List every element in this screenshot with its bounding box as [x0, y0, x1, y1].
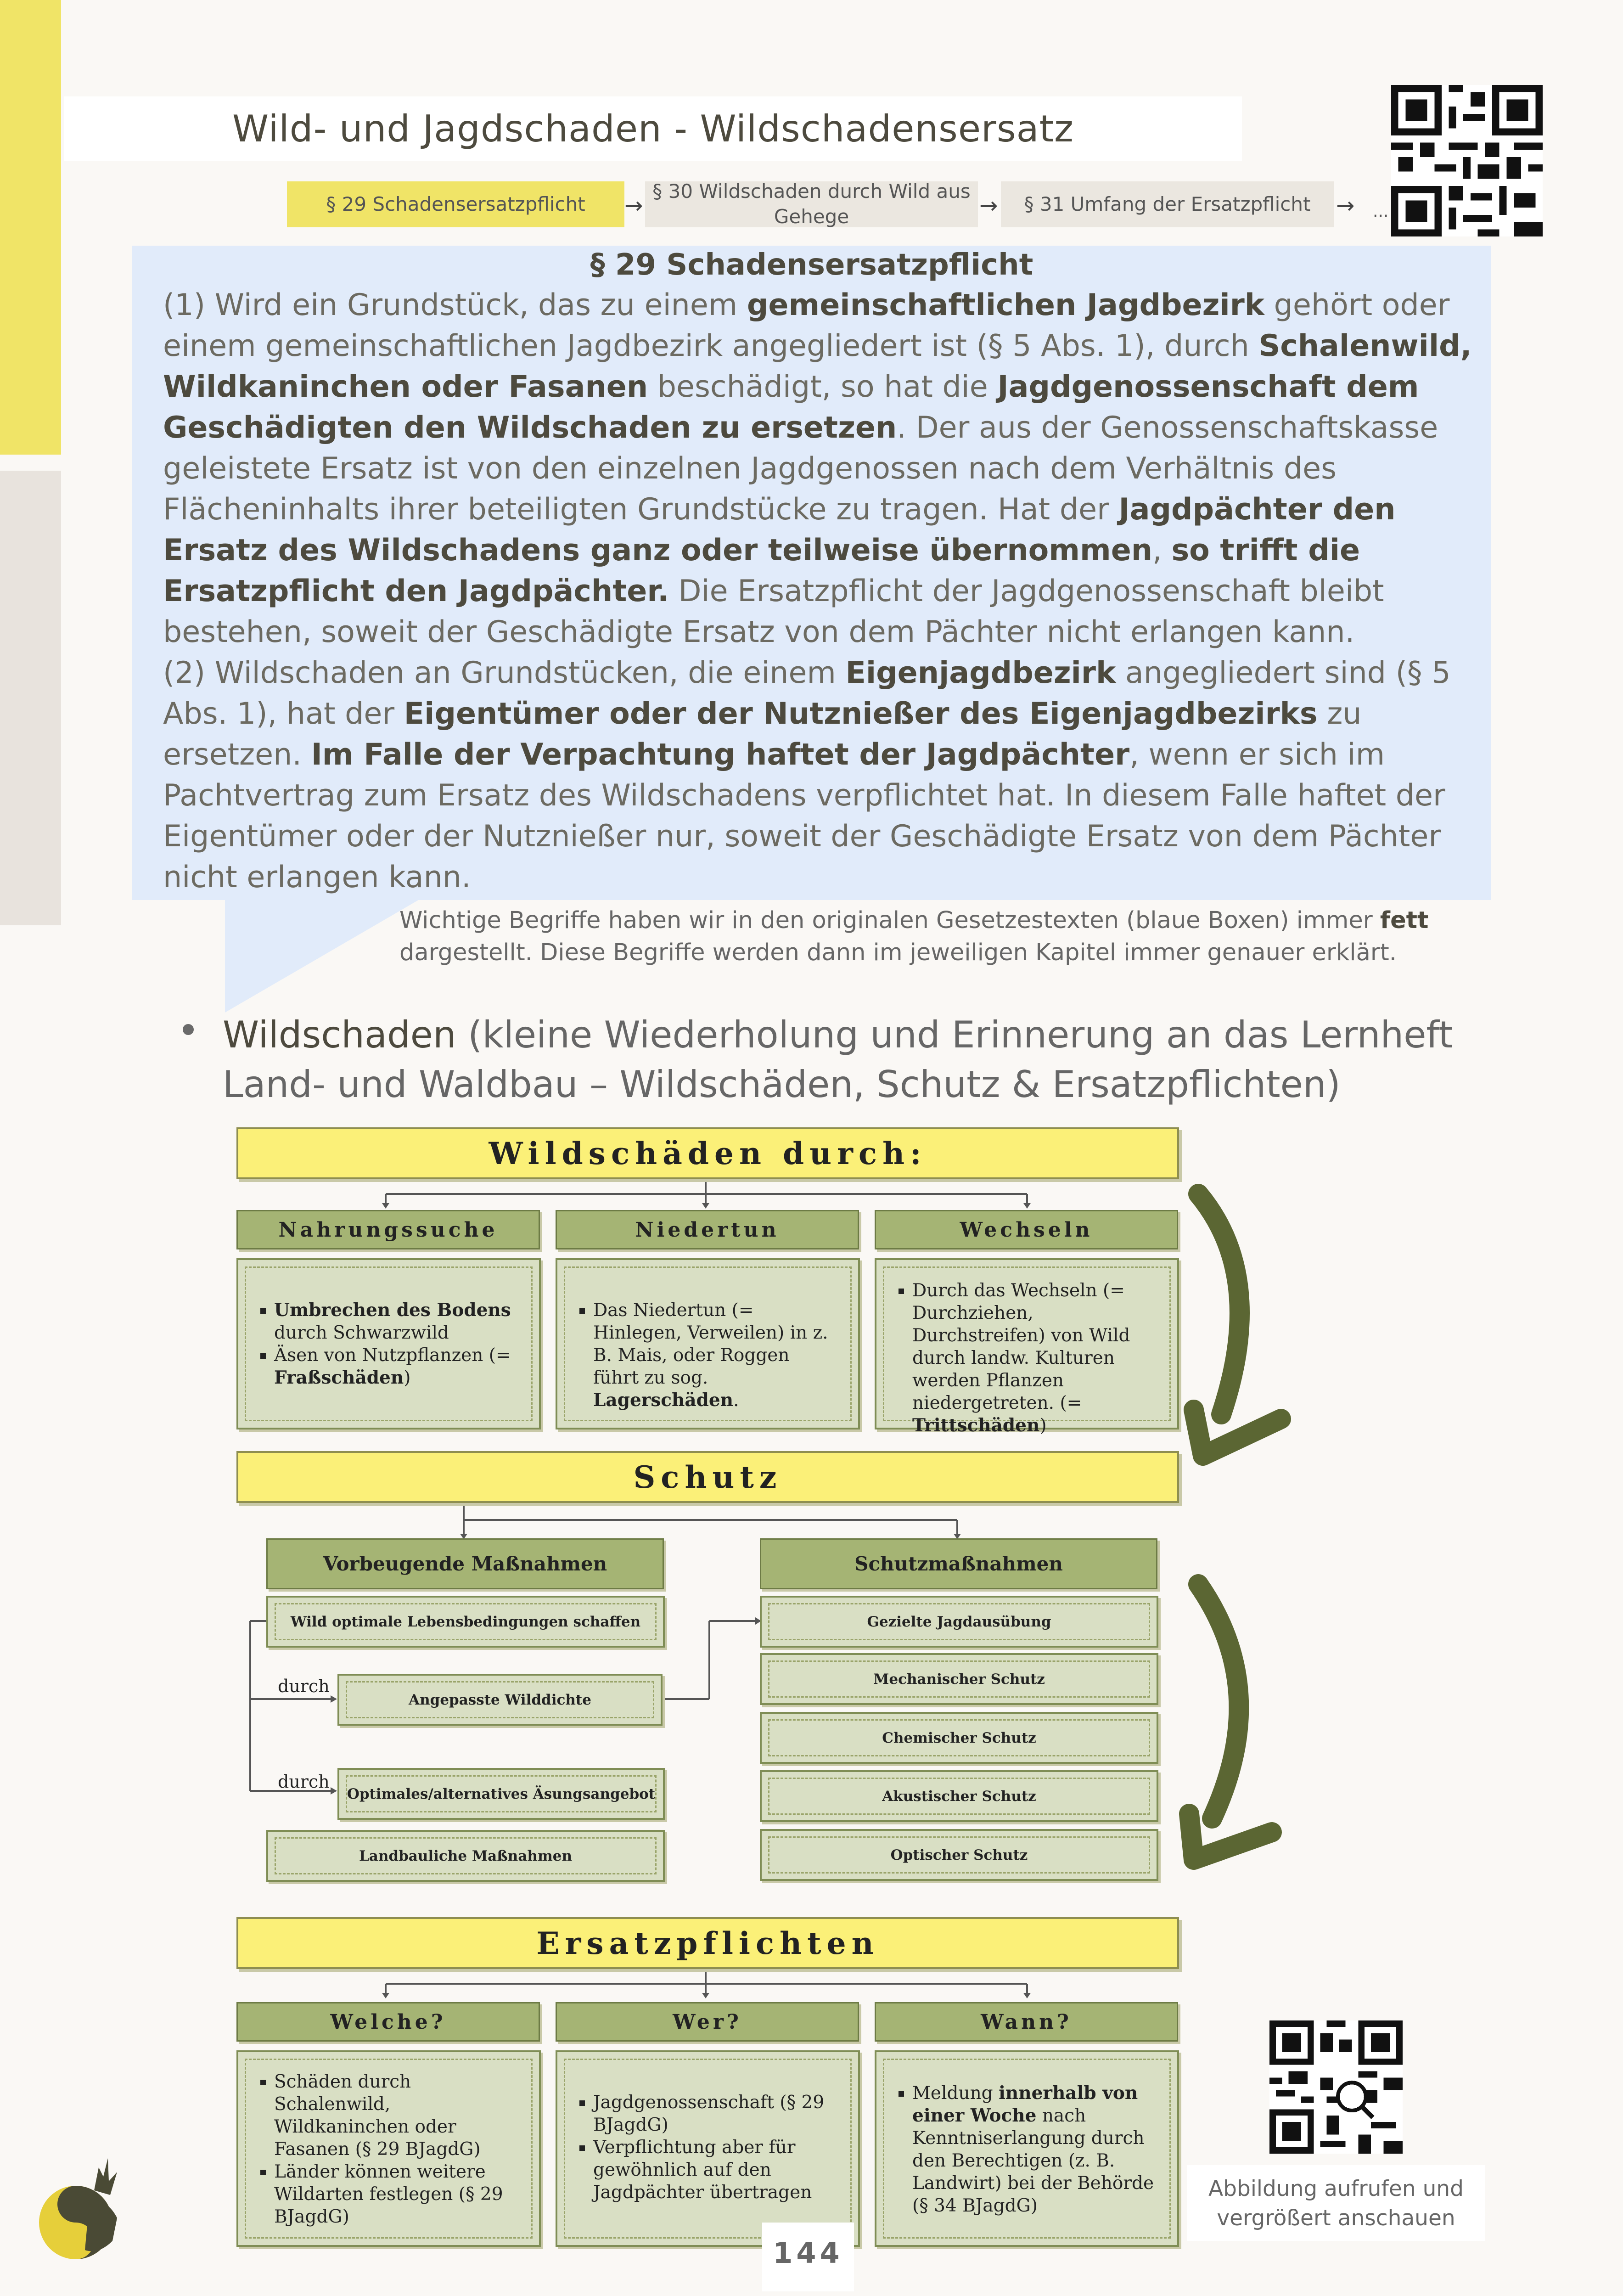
box-wann [875, 2050, 1179, 2247]
page-title: Wild- und Jagdschaden - Wildschadensersatz [232, 107, 1074, 150]
column-header-wann: Wann? [875, 2002, 1178, 2042]
item-label: Wild optimale Lebensbedingungen schaffen [290, 1613, 641, 1630]
bullet-main: Wildschaden [223, 1013, 456, 1056]
item-label: Angepasste Wilddichte [409, 1691, 591, 1708]
law-heading: § 29 Schadensersatzpflicht [590, 248, 1033, 282]
text-run: Verpflichtung aber für gewöhnlich auf den Jagdpächter übertragen [593, 2137, 812, 2203]
box-list [890, 1279, 1157, 1437]
item-label: Optimales/alternatives Äsungsangebot [347, 1785, 656, 1802]
item-akustischer-schutz [760, 1770, 1158, 1822]
bold-term: Schalenwild, Wildkaninchen oder Fasanen [163, 329, 1472, 404]
bold-term: so trifft die Ersatzpflicht den Jagdpächter. [163, 533, 1360, 608]
item-label: Landbauliche Maßnahmen [359, 1847, 573, 1864]
text-run: Meldung [912, 2083, 999, 2104]
side-bar-grey [0, 471, 61, 925]
text-run: durch Schwarzwild [274, 1322, 449, 1343]
nav-arrow-icon: → [1336, 193, 1355, 219]
list-item [274, 1299, 518, 1344]
qr-code-icon[interactable] [1269, 2020, 1403, 2154]
text-run: dargestellt. Diese Begriffe werden dann im jeweiligen Kapitel immer genauer erklärt. [399, 939, 1397, 966]
title-box [64, 96, 1242, 161]
nav-arrow-icon: → [624, 193, 643, 219]
box-list [571, 2091, 837, 2204]
text-run: , wenn er sich im Pachtvertrag zum Ersatz des Wildschadens verpflichtet hat. In diesem Falle haftet der Eigentümer oder der Nutznießer nur, soweit der Geschädigte Ersatz von dem Pächter nicht erlangen kann. [163, 737, 1445, 895]
bold-term: innerhalb von einer Woche [912, 2082, 1138, 2126]
nav-item-label: § 29 Schadensersatzpflicht [326, 192, 585, 215]
deer-logo-icon [30, 2149, 122, 2264]
bold-term: Im Falle der Verpachtung haftet der Jagdpächter [311, 737, 1130, 772]
text-run: Schäden durch Schalenwild, Wildkaninchen oder Fasanen (§ 29 BJagdG) [274, 2071, 481, 2160]
column-header-niedertun: Niedertun [556, 1210, 859, 1249]
nav-more[interactable]: ... [1373, 202, 1389, 221]
bold-term: Jagdpächter den Ersatz des Wildschadens ganz oder teilweise übernommen [163, 492, 1396, 568]
item-gezielte-jagdausuebung [760, 1596, 1158, 1648]
item-landbauliche-massnahmen [266, 1830, 665, 1882]
item-label: Chemischer Schutz [882, 1729, 1036, 1746]
text-run: ) [404, 1367, 411, 1388]
text-run: gehört oder einem gemeinschaftlichen Jagdbezirk angegliedert ist (§ 5 Abs. 1), durch [163, 288, 1450, 363]
text-run: . [733, 1390, 739, 1411]
column-header-wer: Wer? [556, 2002, 859, 2042]
header-vorbeugende-massnahmen: Vorbeugende Maßnahmen [266, 1538, 664, 1589]
text-run: angegliedert sind (§ 5 Abs. 1), hat der [163, 656, 1451, 731]
bold-term: Fraßschäden [274, 1367, 404, 1388]
bullet-dot [183, 1024, 194, 1035]
text-run: Äsen von Nutzpflanzen (= [274, 1345, 511, 1366]
text-run: Die Ersatzpflicht der Jagdgenossenschaft bleibt bestehen, soweit der Geschädigte Ersatz von dem Pächter nicht erlangen kann. [163, 574, 1384, 649]
nav-item-label: § 30 Wildschaden durch Wild aus Gehege [652, 180, 971, 228]
caption-text[interactable]: Abbildung aufrufen und vergrößert anschauen [1208, 2176, 1464, 2231]
item-label: Mechanischer Schutz [873, 1671, 1045, 1688]
item-aesungsangebot [337, 1768, 665, 1820]
list-item [274, 2161, 518, 2228]
list-item [274, 1344, 518, 1389]
box-wechseln [875, 1258, 1179, 1436]
bold-term: gemeinschaftlichen Jagdbezirk [747, 288, 1265, 322]
item-optischer-schutz [760, 1829, 1158, 1881]
bold-term: Umbrechen des Bodens [274, 1300, 511, 1321]
text-run: (1) Wird ein Grundstück, das zu einem [163, 288, 747, 322]
note-text [399, 905, 1446, 969]
item-label: Akustischer Schutz [882, 1788, 1036, 1805]
box-list [890, 2082, 1157, 2217]
nav-item-section-30[interactable] [645, 181, 978, 227]
column-header-welche: Welche? [236, 2002, 540, 2042]
bold-term: Jagdgenossenschaft dem Geschädigten den Wildschaden zu ersetzen [163, 370, 1419, 445]
text-run: (2) Wildschaden an Grundstücken, die einem [163, 656, 846, 690]
text-run: Jagdgenossenschaft (§ 29 BJagdG) [593, 2092, 825, 2135]
law-text [163, 285, 1476, 898]
nav-arrow-icon: → [979, 193, 998, 219]
item-label: Gezielte Jagdausübung [867, 1613, 1051, 1630]
page-number: 144 [773, 2236, 843, 2270]
list-item [912, 2082, 1157, 2217]
box-list [252, 2071, 518, 2228]
column-header-wechseln: Wechseln [875, 1210, 1178, 1249]
side-bar-yellow [0, 0, 61, 455]
nav-item-section-31[interactable] [1001, 181, 1334, 227]
item-mechanischer-schutz [760, 1653, 1158, 1705]
list-item [593, 2136, 837, 2204]
box-list [571, 1299, 837, 1412]
bold-term: Eigenjagdbezirk [845, 656, 1116, 690]
label-durch: durch [278, 1772, 330, 1792]
label-durch: durch [278, 1676, 330, 1696]
list-item [593, 2091, 837, 2136]
bold-term: Trittschäden [912, 1415, 1040, 1436]
list-item [912, 1279, 1157, 1437]
diagram-title-ersatzpflichten: Ersatzpflichten [236, 1917, 1179, 1969]
box-welche [236, 2050, 541, 2247]
text-run: Das Niedertun (= Hinlegen, Verweilen) in z. B. Mais, oder Roggen führt zu sog. [593, 1300, 828, 1388]
text-run: , [1152, 533, 1172, 568]
qr-code-icon[interactable] [1391, 85, 1543, 236]
item-lebensbedingungen [266, 1596, 665, 1648]
text-run: ) [1039, 1415, 1047, 1436]
text-run: Länder können weitere Wildarten festlegen (§ 29 BJagdG) [274, 2161, 503, 2227]
diagram-title-schutz: Schutz [236, 1451, 1179, 1503]
bold-term: fett [1380, 907, 1429, 934]
nav-item-label: § 31 Umfang der Ersatzpflicht [1024, 192, 1311, 215]
box-wer [556, 2050, 860, 2247]
speech-bubble-tail [225, 898, 422, 1013]
text-run: Durch das Wechseln (= Durchziehen, Durchstreifen) von Wild durch landw. Kulturen werden Pflanzen niedergetreten. (= [912, 1280, 1130, 1413]
text-run: Wichtige Begriffe haben wir in den originalen Gesetzestexten (blaue Boxen) immer [399, 907, 1380, 934]
list-item [274, 2071, 518, 2161]
box-niedertun [556, 1258, 860, 1429]
text-run: zu ersetzen. [163, 697, 1362, 772]
bold-term: Eigentümer oder der Nutznießer des Eigenjagdbezirks [404, 697, 1318, 731]
nav-item-section-29[interactable] [287, 181, 624, 227]
text-run: beschädigt, so hat die [648, 370, 998, 404]
bullet-text [223, 1010, 1508, 1109]
item-chemischer-schutz [760, 1712, 1158, 1764]
item-label: Optischer Schutz [890, 1846, 1028, 1863]
text-run: nach Kenntniserlangung durch den Berechtigen (z. B. Landwirt) bei der Behörde (§ 34 BJagdG) [912, 2105, 1154, 2216]
list-item [593, 1299, 837, 1412]
item-angepasste-wilddichte [337, 1674, 663, 1726]
box-nahrungssuche [236, 1258, 541, 1429]
diagram-title-wildschaeden: Wildschäden durch: [236, 1127, 1179, 1179]
text-run: . Der aus der Genossenschaftskasse geleistete Ersatz ist von den einzelnen Jagdgenossen nach dem Verhältnis des Flächeninhalts ihrer beteiligten Grundstücke zu tragen. Hat der [163, 411, 1438, 527]
bullet-rest: (kleine Wiederholung und Erinnerung an das Lernheft Land- und Waldbau – Wildschäden, Schutz & Ersatzpflichten) [223, 1013, 1453, 1106]
box-list [252, 1299, 518, 1389]
column-header-nahrungssuche: Nahrungssuche [236, 1210, 540, 1249]
bold-term: Lagerschäden [593, 1390, 734, 1411]
header-schutzmassnahmen: Schutzmaßnahmen [760, 1538, 1157, 1589]
